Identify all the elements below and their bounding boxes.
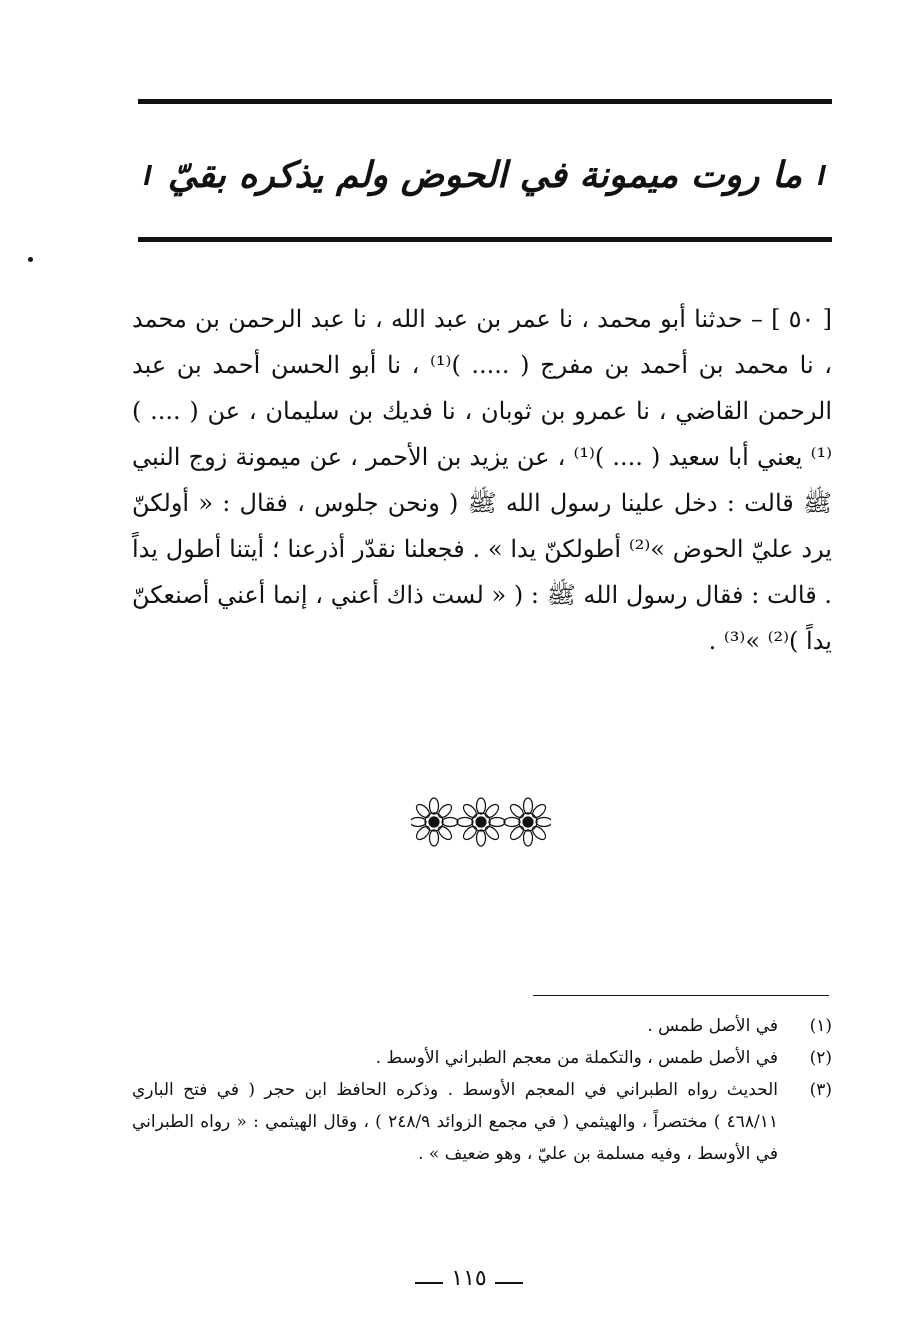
chapter-title-text: ما روت ميمونة في الحوض ولم يذكره بقيّ bbox=[167, 154, 803, 196]
page-number-text: ١١٥ bbox=[451, 1265, 487, 1291]
footnote-text: في الأصل طمس . bbox=[647, 1016, 778, 1036]
square-outline-icon bbox=[144, 165, 152, 185]
margin-dot bbox=[28, 257, 33, 262]
footnote-number: (٢) bbox=[809, 1048, 832, 1068]
chapter-title bbox=[150, 140, 820, 210]
page-number bbox=[404, 1262, 534, 1294]
hadith-paragraph: [ ٥٠ ] – حدثنا أبو محمد ، نا عمر بن عبد الله ، نا عبد الرحمن بن محمد ، نا محمد بن أحمد بن مفرج ( ..... )⁽¹⁾ ، نا أبو الحسن أحمد بن عبد الرحمن القاضي ، نا عمرو بن ثوبان ، نا فديك بن سليمان ، عن ( .... )⁽¹⁾ يعني أبا سعيد ( .... )⁽¹⁾ ، عن يزيد بن الأحمر ، عن ميمونة زوج النبي ﷺ قالت : دخل علينا رسول الله ﷺ ( ونحن جلوس ، فقال : « أولكنّ يرد عليّ الحوض »⁽²⁾ أطولكنّ يدا » . فجعلنا نقدّر أذرعنا ؛ أيتنا أطول يداً . قالت : فقال رسول الله ﷺ : ( « لست ذاك أعني ، إنما أعني أصنعكنّ يداً )⁽²⁾ »⁽³⁾ . bbox=[132, 305, 832, 655]
page-number-dash bbox=[495, 1282, 523, 1284]
footnote-text: في الأصل طمس ، والتكملة من معجم الطبراني الأوسط . bbox=[375, 1048, 778, 1068]
footnote-number: (٣) bbox=[809, 1080, 832, 1100]
square-outline-icon bbox=[818, 165, 826, 185]
footnote-number: (١) bbox=[809, 1016, 832, 1036]
header-rule-top bbox=[138, 99, 832, 104]
header-rule-bottom bbox=[138, 237, 832, 242]
footnote-3 bbox=[132, 1074, 832, 1170]
footnotes bbox=[132, 1010, 832, 1170]
footnote-separator bbox=[533, 995, 829, 996]
footnote-1 bbox=[132, 1010, 832, 1042]
footnote-text: الحديث رواه الطبراني في المعجم الأوسط . وذكره الحافظ ابن حجر ( في فتح الباري ٤٦٨/١١ ) مختصراً ، والهيثمي ( في مجمع الزوائد ٢٤٨/٩ ) ، وقال الهيثمي : « رواه الطبراني في الأوسط ، وفيه مسلمة بن عليّ ، وهو ضعيف » . bbox=[132, 1080, 778, 1164]
three-flower-ornament-icon bbox=[411, 796, 551, 848]
footnote-2 bbox=[132, 1042, 832, 1074]
page-number-dash bbox=[415, 1282, 443, 1284]
